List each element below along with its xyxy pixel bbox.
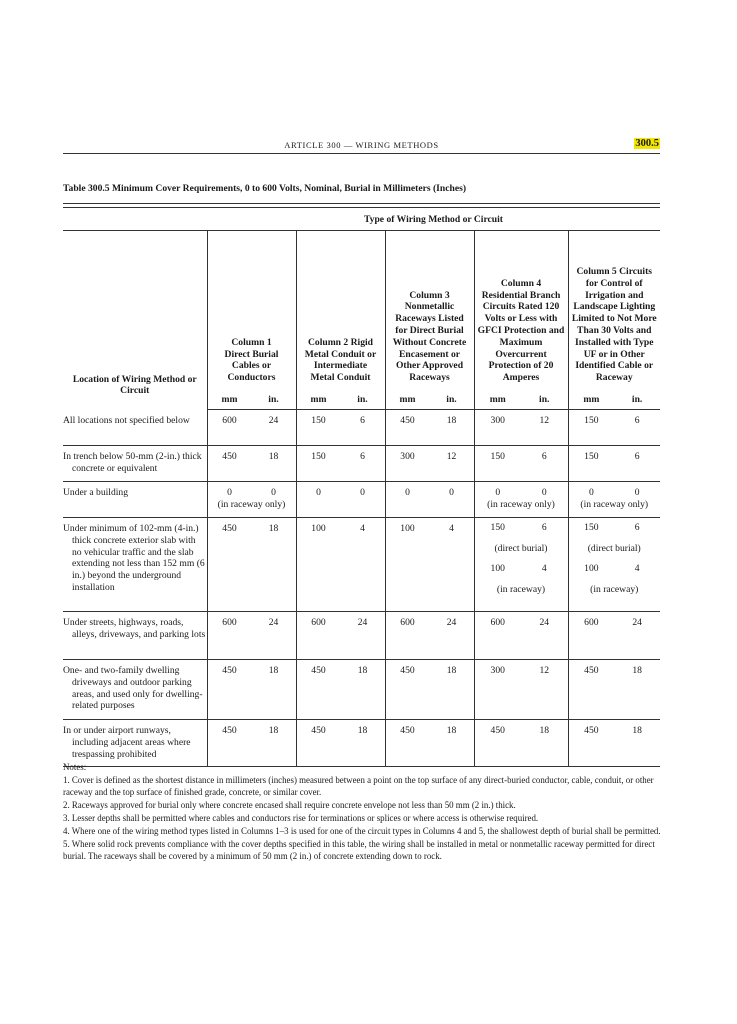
value-mm: 450 [584, 665, 599, 676]
cell-note: (in raceway only) [487, 498, 555, 510]
cover-requirements-table [63, 203, 660, 767]
value-mm: 0 [405, 487, 410, 498]
value-in: 12 [446, 451, 457, 462]
value-in: 6 [360, 451, 365, 462]
location-header: Location of Wiring Method or Circuit [72, 373, 197, 396]
value-mm: 100 [490, 563, 505, 574]
value-mm: 0 [495, 487, 501, 498]
unit-in: in. [631, 393, 643, 405]
table-row [63, 660, 660, 720]
value-mm: 450 [584, 725, 599, 736]
table-row [63, 482, 660, 518]
span-header: Type of Wiring Method or Circuit [207, 208, 660, 231]
value-in: 18 [539, 725, 550, 736]
value-mm: 300 [400, 451, 415, 462]
location-cell: In trench below 50-mm (2-in.) thick concrete or equivalent [63, 451, 202, 474]
value-in: 18 [268, 523, 279, 534]
value-mm: 450 [222, 523, 237, 534]
value-mm: 0 [227, 487, 232, 498]
cell-note: (direct burial) [587, 542, 641, 554]
value-mm: 300 [490, 665, 505, 676]
value-in: 24 [268, 415, 279, 426]
value-in: 24 [539, 617, 550, 628]
value-mm: 600 [222, 617, 237, 628]
value-in: 4 [360, 523, 365, 534]
value-in: 18 [632, 725, 642, 736]
unit-mm: mm [489, 393, 506, 405]
unit-mm: mm [310, 393, 327, 405]
value-mm: 450 [490, 725, 505, 736]
value-mm: 450 [311, 725, 326, 736]
value-in: 6 [634, 522, 640, 533]
value-in: 18 [268, 725, 279, 736]
value-mm: 0 [588, 487, 594, 498]
value-mm: 100 [400, 523, 415, 534]
article-title: ARTICLE 300 — WIRING METHODS [284, 140, 439, 150]
value-in: 12 [539, 665, 550, 676]
page-header [63, 138, 660, 154]
cell-note: (direct burial) [494, 542, 548, 554]
value-in: 6 [634, 451, 640, 462]
value-mm: 150 [311, 451, 326, 462]
value-mm: 600 [490, 617, 505, 628]
table-row [63, 612, 660, 660]
value-mm: 450 [222, 725, 237, 736]
value-in: 24 [446, 617, 457, 628]
value-mm: 150 [490, 451, 505, 462]
table-notes [63, 762, 663, 864]
value-mm: 100 [311, 523, 326, 534]
location-cell: Under minimum of 102-mm (4-in.) thick concrete exterior slab with no vehicular traffic and the slab extending not less than 152 mm (6 in.) beyond the underground installation [63, 523, 205, 593]
column-4-header: Column 4 Residential Branch Circuits Rated 120 Volts or Less with GFCI Protection and Maximum Overcurrent Protection of 20 Amperes [474, 231, 568, 390]
location-cell: In or under airport runways, including adjacent areas where trespassing prohibited [63, 725, 191, 760]
cell-note: (in raceway) [590, 583, 639, 595]
value-in: 0 [634, 487, 640, 498]
unit-mm: mm [583, 393, 600, 405]
unit-in: in. [268, 393, 279, 405]
value-in: 6 [541, 451, 547, 462]
value-in: 18 [357, 725, 368, 736]
value-in: 24 [268, 617, 279, 628]
value-in: 6 [541, 522, 547, 533]
location-cell: Under streets, highways, roads, alleys, driveways, and parking lots [63, 617, 206, 640]
value-in: 18 [268, 451, 279, 462]
note-item: 2. Raceways approved for burial only where concrete encased shall require concrete envelope not less than 50 mm (2 in.) thick. [63, 799, 516, 810]
value-in: 6 [360, 415, 365, 426]
location-cell: One- and two-family dwelling driveways and outdoor parking areas, and used only for dwelling-related purposes [63, 665, 203, 712]
value-in: 24 [357, 617, 368, 628]
unit-mm: mm [221, 393, 238, 405]
value-mm: 0 [316, 487, 321, 498]
table-row [63, 518, 660, 612]
column-5-header: Column 5 Circuits for Control of Irrigation and Landscape Lighting Limited to Not More Than 30 Volts and Installed with Type UF or in Other Identified Cable or Raceway [568, 231, 660, 390]
value-mm: 100 [584, 563, 599, 574]
value-in: 24 [632, 617, 642, 628]
value-mm: 600 [400, 617, 415, 628]
cell-note: (in raceway) [496, 583, 546, 595]
cell-note: (in raceway only) [217, 498, 286, 510]
value-mm: 150 [584, 451, 599, 462]
value-mm: 150 [311, 415, 326, 426]
value-in: 4 [541, 563, 547, 574]
value-mm: 450 [222, 665, 237, 676]
value-in: 0 [449, 487, 454, 498]
value-mm: 150 [490, 522, 505, 533]
value-in: 0 [271, 487, 276, 498]
value-in: 4 [449, 523, 454, 534]
section-number: 300.5 [635, 138, 659, 149]
unit-in: in. [357, 393, 368, 405]
table-row [63, 446, 660, 482]
note-item: 4. Where one of the wiring method types listed in Columns 1–3 is used for one of the circuit types in Columns 4 and 5, the shallowest depth of burial shall be permitted. [63, 825, 661, 836]
value-in: 18 [446, 415, 457, 426]
column-2-header: Column 2 Rigid Metal Conduit or Intermediate Metal Conduit [296, 231, 385, 390]
value-in: 18 [632, 665, 642, 676]
value-mm: 450 [222, 451, 237, 462]
unit-in: in. [446, 393, 457, 405]
note-item: 1. Cover is defined as the shortest distance in millimeters (inches) measured between a point on the top surface of any direct-buried conductor, cable, conduit, or other raceway and the top surface of finished grade, concrete, or similar cover. [63, 775, 654, 797]
value-mm: 150 [584, 522, 599, 533]
note-item: 3. Lesser depths shall be permitted where cables and conductors rise for terminations or splices or where access is otherwise required. [63, 812, 539, 823]
note-item: 5. Where solid rock prevents compliance with the cover depths specified in this table, the wiring shall be installed in metal or nonmetallic raceway permitted for direct burial. The raceways shall be covered by a minimum of 50 mm (2 in.) of concrete extending down to rock. [63, 839, 655, 861]
column-1-header: Column 1 Direct Burial Cables or Conductors [207, 231, 296, 390]
value-mm: 600 [311, 617, 326, 628]
notes-heading: Notes: [63, 762, 87, 772]
value-in: 0 [360, 487, 365, 498]
value-mm: 300 [490, 415, 505, 426]
value-in: 18 [446, 725, 457, 736]
value-mm: 450 [400, 415, 415, 426]
table-caption: Table 300.5 Minimum Cover Requirements, 0 to 600 Volts, Nominal, Burial in Millimeters (Inches) [63, 183, 467, 194]
unit-mm: mm [399, 393, 416, 405]
location-cell: All locations not specified below [63, 414, 190, 426]
column-3-header: Column 3 Nonmetallic Raceways Listed for Direct Burial Without Concrete Encasement or Other Approved Raceways [385, 231, 474, 390]
value-mm: 450 [400, 665, 415, 676]
value-mm: 600 [584, 617, 599, 628]
table-row [63, 410, 660, 446]
unit-in: in. [539, 393, 550, 405]
cell-note: (in raceway only) [580, 498, 649, 510]
value-in: 12 [539, 415, 550, 426]
value-mm: 600 [222, 415, 237, 426]
value-in: 4 [634, 563, 640, 574]
table-row [63, 720, 660, 767]
value-in: 18 [357, 665, 368, 676]
header-rule [63, 153, 660, 154]
value-mm: 450 [311, 665, 326, 676]
location-cell: Under a building [63, 487, 129, 498]
value-in: 0 [541, 487, 547, 498]
value-mm: 450 [400, 725, 415, 736]
value-mm: 150 [584, 415, 599, 426]
value-in: 18 [268, 665, 279, 676]
value-in: 6 [634, 415, 640, 426]
value-in: 18 [446, 665, 457, 676]
